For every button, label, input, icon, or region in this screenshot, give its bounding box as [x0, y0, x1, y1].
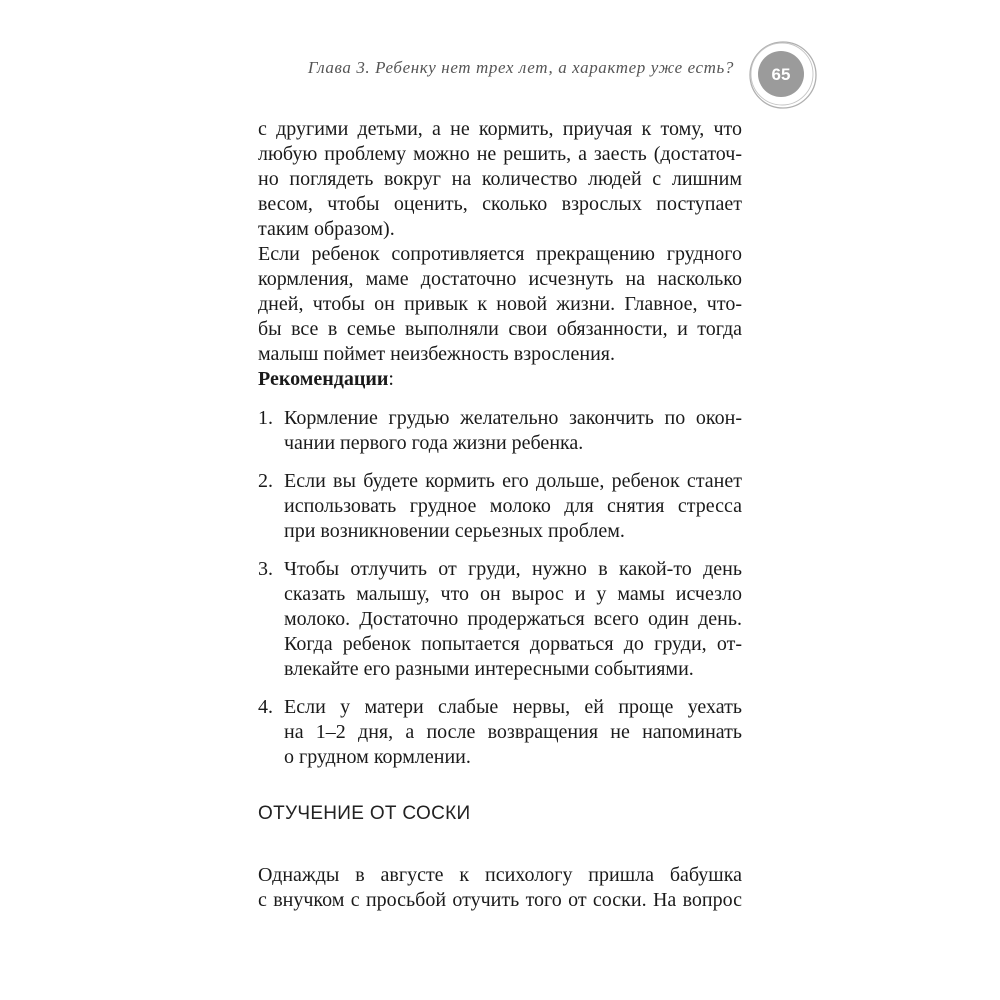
list-item-text	[284, 695, 742, 770]
recommendations-heading-text: Рекомендации	[258, 368, 389, 390]
text-line: бы все в семье выполняли свои обязанности, и тогда	[258, 318, 742, 340]
text-line: весом, чтобы оценить, сколько взрослых поступает	[258, 193, 742, 215]
paragraph-continuation	[258, 117, 742, 242]
text-line: любую проблему можно не решить, а заесть (достаточ-	[258, 143, 742, 165]
list-item-number: 2.	[258, 470, 273, 492]
recommendations-list	[258, 406, 742, 770]
list-item	[258, 695, 742, 770]
text-line: Кормление грудью желательно закончить по окон-	[284, 407, 742, 429]
list-item-text	[284, 557, 742, 682]
text-line: дней, чтобы он привык к новой жизни. Главное, что-	[258, 293, 742, 315]
text-line: Если ребенок сопротивляется прекращению грудного	[258, 243, 742, 265]
text-line: Если вы будете кормить его дольше, ребенок станет	[284, 470, 742, 492]
text-line: но поглядеть вокруг на количество людей с лишним	[258, 168, 742, 190]
text-line: Однажды в августе к психологу пришла бабушка	[258, 864, 742, 886]
text-line: малыш поймет неизбежность взросления.	[258, 343, 615, 365]
list-item-number: 4.	[258, 696, 273, 718]
running-title: Глава 3. Ребенку нет трех лет, а характер уже есть?	[307, 58, 734, 77]
text-line: молоко. Достаточно продержаться всего один день.	[284, 608, 742, 630]
paragraph-weaning	[258, 242, 742, 367]
list-item-text	[284, 406, 742, 456]
page-number: 65	[771, 65, 791, 84]
section-title: ОТУЧЕНИЕ ОТ СОСКИ	[258, 803, 471, 824]
text-line: на 1–2 дня, а после возвращения не напоминать	[284, 721, 742, 743]
text-line: с внучком с просьбой отучить того от соски. На вопрос	[258, 889, 742, 911]
text-line: использовать грудное молоко для снятия стресса	[284, 495, 742, 517]
list-item	[258, 557, 742, 682]
text-line: при возникновении серьезных проблем.	[284, 520, 625, 542]
text-line: Если у матери слабые нервы, ей проще уехать	[284, 696, 742, 718]
paragraph-pacifier	[258, 863, 742, 913]
list-item-number: 3.	[258, 558, 273, 580]
text-line: сказать малышу, что он вырос и у мамы исчезло	[284, 583, 742, 605]
list-item	[258, 406, 742, 456]
list-item-text	[284, 469, 742, 544]
text-line: о грудном кормлении.	[284, 746, 471, 768]
text-line: с другими детьми, а не кормить, приучая к тому, что	[258, 118, 742, 140]
list-item	[258, 469, 742, 544]
recommendations-heading	[258, 367, 742, 392]
text-line: Когда ребенок попытается дорваться до груди, от-	[284, 633, 742, 655]
text-line: кормления, маме достаточно исчезнуть на насколько	[258, 268, 742, 290]
text-line: чании первого года жизни ребенка.	[284, 432, 584, 454]
page-number-badge	[743, 39, 823, 111]
text-line: влекайте его разными интересными событиями.	[284, 658, 694, 680]
text-line: таким образом).	[258, 218, 395, 240]
recommendations-heading-colon: :	[388, 368, 394, 390]
page-content	[258, 117, 742, 913]
list-item-number: 1.	[258, 407, 273, 429]
text-line: Чтобы отлучить от груди, нужно в какой-то день	[284, 558, 742, 580]
